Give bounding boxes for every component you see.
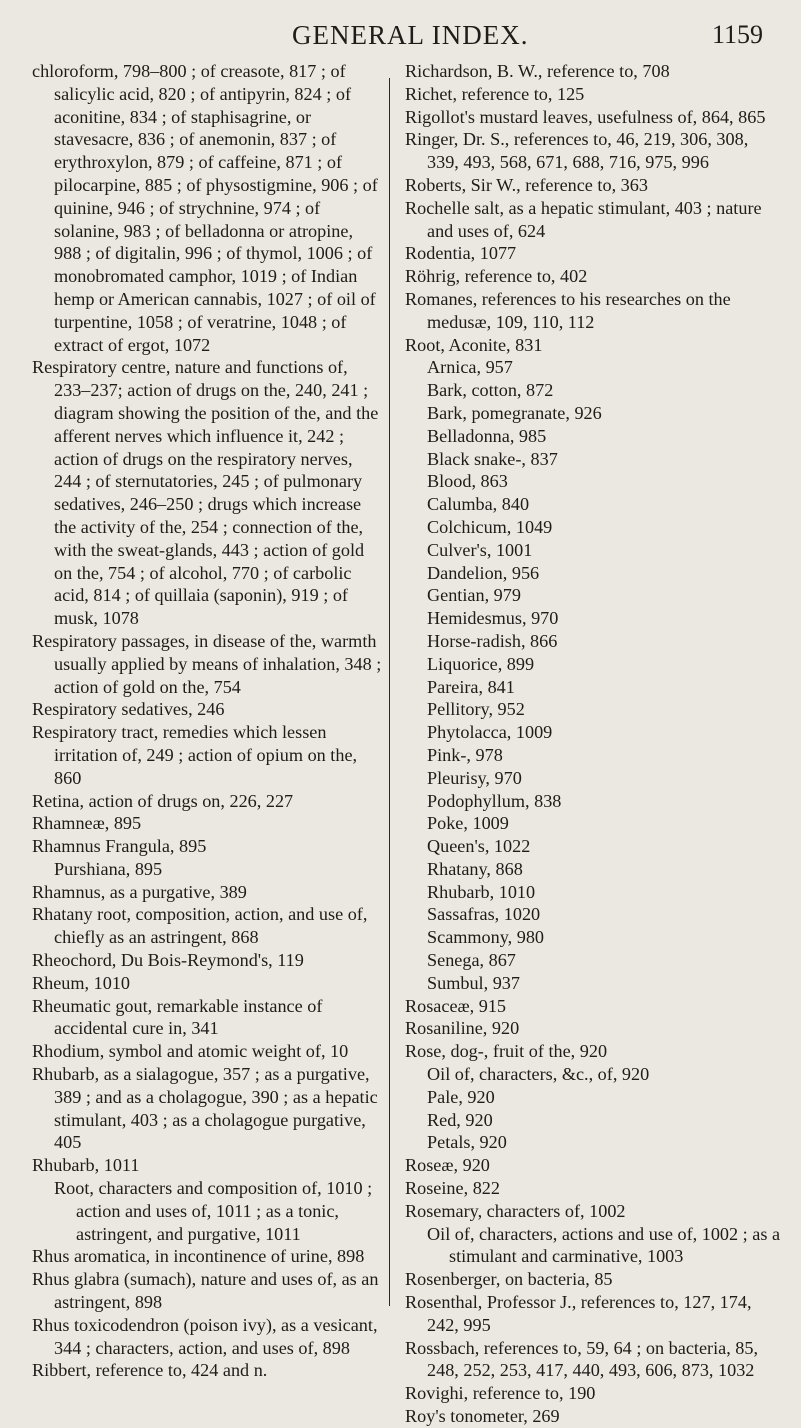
index-entry: chloroform, 798–800 ; of creasote, 817 ; of salicylic acid, 820 ; of antipyrin, 824 ; of aconitine, 834 ; of staphisagrine, or stavesacre, 836 ; of anemonin, 837 ; of erythroxylon, 879 ; of caffeine, 871 ; of pilocarpine, 885 ; of physostigmine, 906 ; of quinine, 946 ; of strychnine, 974 ; of solanine, 983 ; of belladonna or atropine, 988 ; of digitalin, 996 ; of thymol, 1006 ; of monobromated camphor, 1019 ; of Indian hemp or American cannabis, 1027 ; of oil of turpentine, 1058 ; of veratrine, 1048 ; of extract of ergot, 1072 [32, 61, 378, 355]
page-number: 1159 [712, 20, 764, 49]
index-subentry: Oil of, characters, actions and use of, 1002 ; as a stimulant and carminative, 1003 [427, 1223, 781, 1267]
index-entry: Rhodium, symbol and atomic weight of, 10 [32, 1041, 349, 1062]
index-entry: Rossbach, references to, 59, 64 ; on bacteria, 85, 248, 252, 253, 417, 440, 493, 606, 873, 1032 [405, 1337, 759, 1381]
index-subentry: Black snake-, 837 [427, 448, 558, 469]
index-subentry: Liquorice, 899 [427, 653, 535, 674]
index-entry: Richardson, B. W., reference to, 708 [405, 61, 670, 81]
index-subentry: Pink-, 978 [427, 744, 503, 765]
index-entry: Rhamnus Frangula, 895 [32, 836, 207, 857]
index-entry: Rhus toxicodendron (poison ivy), as a vesicant, 344 ; characters, action, and uses of, 898 [32, 1314, 378, 1358]
index-subentry: Pale, 920 [427, 1086, 495, 1107]
index-subentry: Petals, 920 [427, 1132, 507, 1153]
index-subentry: Pleurisy, 970 [427, 767, 522, 788]
index-subentry: Horse-radish, 866 [427, 630, 558, 651]
page-title: GENERAL INDEX. [292, 20, 529, 50]
index-entry: Ringer, Dr. S., references to, 46, 219, 306, 308, 339, 493, 568, 671, 688, 716, 975, 996 [405, 129, 749, 173]
index-subentry: Rhatany, 868 [427, 858, 523, 879]
index-entry: Root, Aconite, 831 [405, 334, 543, 355]
index-column-right [405, 60, 783, 1428]
index-subentry: Root, characters and composition of, 1010 ; action and uses of, 1011 ; as a tonic, astringent, and purgative, 1011 [54, 1178, 373, 1244]
index-entry: Rosemary, characters of, 1002 [405, 1200, 626, 1221]
index-subentry: Colchicum, 1049 [427, 516, 553, 537]
index-entry: Rodentia, 1077 [405, 243, 517, 264]
index-subentry: Scammony, 980 [427, 927, 545, 948]
index-subentry: Calumba, 840 [427, 494, 530, 515]
index-entry: Respiratory tract, remedies which lessen irritation of, 249 ; action of opium on the, 860 [32, 722, 358, 788]
index-entry: Rosaceæ, 915 [405, 995, 507, 1016]
index-entry: Respiratory sedatives, 246 [32, 699, 225, 720]
index-subentry: Queen's, 1022 [427, 836, 531, 857]
index-subentry: Podophyllum, 838 [427, 790, 562, 811]
index-entry: Respiratory passages, in disease of the, warmth usually applied by means of inhalation, 348 ; action of gold on the, 754 [32, 630, 382, 697]
index-entry: Rheochord, Du Bois-Reymond's, 119 [32, 950, 304, 971]
index-entry: Rochelle salt, as a hepatic stimulant, 403 ; nature and uses of, 624 [405, 197, 762, 241]
index-entry: Rhus glabra (sumach), nature and uses of, as an astringent, 898 [32, 1269, 379, 1313]
page-header [0, 14, 801, 54]
index-subentry: Poke, 1009 [427, 813, 509, 834]
index-subentry: Purshiana, 895 [54, 858, 163, 879]
index-subentry: Arnica, 957 [427, 357, 513, 378]
index-subentry: Rhubarb, 1010 [427, 881, 536, 902]
index-subentry: Bark, cotton, 872 [427, 380, 554, 401]
index-entry: Rovighi, reference to, 190 [405, 1383, 596, 1404]
index-entry: Rhubarb, as a sialagogue, 357 ; as a purgative, 389 ; and as a cholagogue, 390 ; as a hepatic stimulant, 403 ; as a cholagogue purgative, 405 [32, 1064, 378, 1153]
index-subentry: Hemidesmus, 970 [427, 608, 559, 629]
index-entry: Roseine, 822 [405, 1178, 500, 1199]
index-subentry: Blood, 863 [427, 471, 508, 492]
index-subentry: Sumbul, 937 [427, 972, 520, 993]
index-subentry: Pareira, 841 [427, 676, 515, 697]
index-entry: Rheum, 1010 [32, 972, 131, 993]
index-entry: Roy's tonometer, 269 [405, 1406, 560, 1427]
index-subentry: Oil of, characters, &c., of, 920 [427, 1064, 650, 1085]
index-entry: Retina, action of drugs on, 226, 227 [32, 790, 294, 811]
column-divider [389, 78, 390, 1306]
index-entry: Respiratory centre, nature and functions of, 233–237; action of drugs on the, 240, 241 ; diagram showing the position of the, and the afferent nerves which influence it, 242 ; action of drugs on the respiratory nerves, 244 ; of sternutatories, 245 ; of pulmonary sedatives, 246–250 ; drugs which increase the activity of the, 254 ; connection of the, with the sweat-glands, 443 ; action of gold on the, 754 ; of alcohol, 770 ; of carbolic acid, 814 ; of quillaia (saponin), 919 ; of musk, 1078 [32, 357, 379, 629]
index-entry: Rhus aromatica, in incontinence of urine, 898 [32, 1246, 365, 1267]
index-entry: Rosenberger, on bacteria, 85 [405, 1269, 613, 1290]
index-subentry: Belladonna, 985 [427, 425, 547, 446]
index-entry: Rhamnus, as a purgative, 389 [32, 881, 247, 902]
index-entry: Rheumatic gout, remarkable instance of accidental cure in, 341 [32, 995, 323, 1039]
index-column-left [32, 60, 382, 1382]
index-entry: Rhamneæ, 895 [32, 813, 142, 834]
index-entry: Röhrig, reference to, 402 [405, 266, 588, 287]
index-entry: Rhatany root, composition, action, and use of, chiefly as an astringent, 868 [32, 904, 368, 948]
index-subentry: Pellitory, 952 [427, 699, 525, 720]
index-subentry: Senega, 867 [427, 950, 516, 971]
index-entry: Ribbert, reference to, 424 and n. [32, 1360, 268, 1381]
index-entry: Romanes, references to his researches on the medusæ, 109, 110, 112 [405, 288, 731, 332]
index-entry: Richet, reference to, 125 [405, 83, 585, 104]
index-subentry: Bark, pomegranate, 926 [427, 402, 602, 423]
index-subentry: Culver's, 1001 [427, 539, 533, 560]
index-entry: Roseæ, 920 [405, 1155, 490, 1176]
index-entry: Rigollot's mustard leaves, usefulness of, 864, 865 [405, 106, 766, 127]
index-subentry: Gentian, 979 [427, 585, 521, 606]
index-entry: Rhubarb, 1011 [32, 1155, 140, 1176]
index-subentry: Sassafras, 1020 [427, 904, 541, 925]
index-subentry: Dandelion, 956 [427, 562, 540, 583]
index-subentry: Phytolacca, 1009 [427, 722, 553, 743]
index-entry: Roberts, Sir W., reference to, 363 [405, 174, 648, 195]
index-entry: Rosaniline, 920 [405, 1018, 520, 1039]
index-subentry: Red, 920 [427, 1109, 493, 1130]
index-entry: Rose, dog-, fruit of the, 920 [405, 1041, 608, 1062]
index-entry: Rosenthal, Professor J., references to, 127, 174, 242, 995 [405, 1292, 752, 1335]
